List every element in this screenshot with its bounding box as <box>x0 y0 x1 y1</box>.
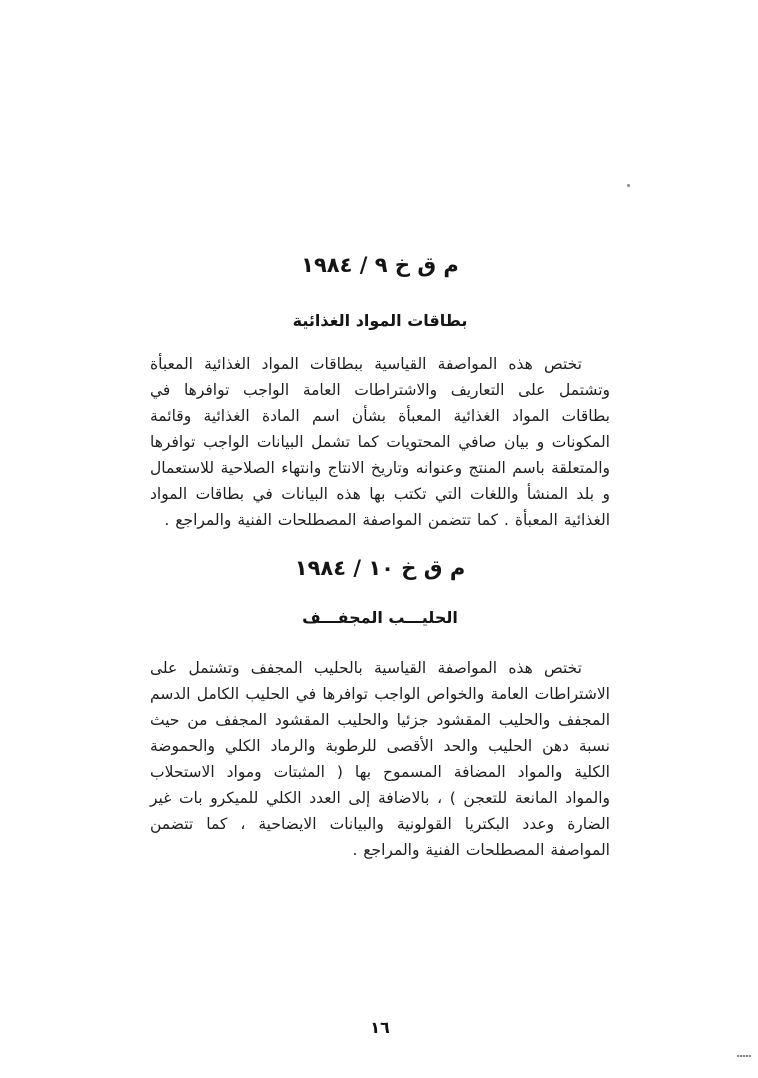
standard-title-1: بطاقات المواد الغذائية <box>292 311 468 330</box>
standard-scope-paragraph-2: تختص هذه المواصفة القياسية بالحليب المجفف وتشتمل على الاشتراطات العامة والخواص الواجب توافرها في الحليب الكامل الدسم المجفف والحليب المقشود جزئيا والحليب المقشود المجفف من حيث نسبة دهن الحليب والحد الأقصى للرطوبة والرماد الكلي والحموضة الكلية والمواد المضافة المسموح بها ( المثبتات ومواد الاستحلاب والمواد المانعة للتعجن ) ، بالاضافة إلى العدد الكلي للميكرو بات غير الضارة وعدد البكتريا القولونية والبيانات الايضاحية ، كما تتضمن المواصفة المصطلحات الفنية والمراجع . <box>150 659 610 859</box>
scan-speck-artifact <box>627 184 630 187</box>
standard-code-heading-2: م ق خ ١٠ / ١٩٨٤ <box>294 556 466 580</box>
scan-corner-artifact <box>737 1055 751 1057</box>
standard-title-2: الحليـــب المجفـــف <box>302 608 458 627</box>
standard-scope-paragraph-1: تختص هذه المواصفة القياسية ببطاقات المواد الغذائية المعبأة وتشتمل على التعاريف والاشتراطات العامة الواجب توافرها في بطاقات المواد الغذائية المعبأة بشأن اسم المادة الغذائية وقائمة المكونات و بيان صافي المحتويات كما تشمل البيانات الواجب توافرها والمتعلقة باسم المنتج وعنوانه وتاريخ الانتاج وانتهاء الصلاحية للاستعمال و بلد المنشأ واللغات التي تكتب بها هذه البيانات في بطاقات المواد الغذائية المعبأة . كما تتضمن المواصفة المصطلحات الفنية والمراجع . <box>150 355 610 529</box>
standard-code-heading-1: م ق خ ٩ / ١٩٨٤ <box>301 253 459 277</box>
page-number: ١٦ <box>370 1018 390 1037</box>
